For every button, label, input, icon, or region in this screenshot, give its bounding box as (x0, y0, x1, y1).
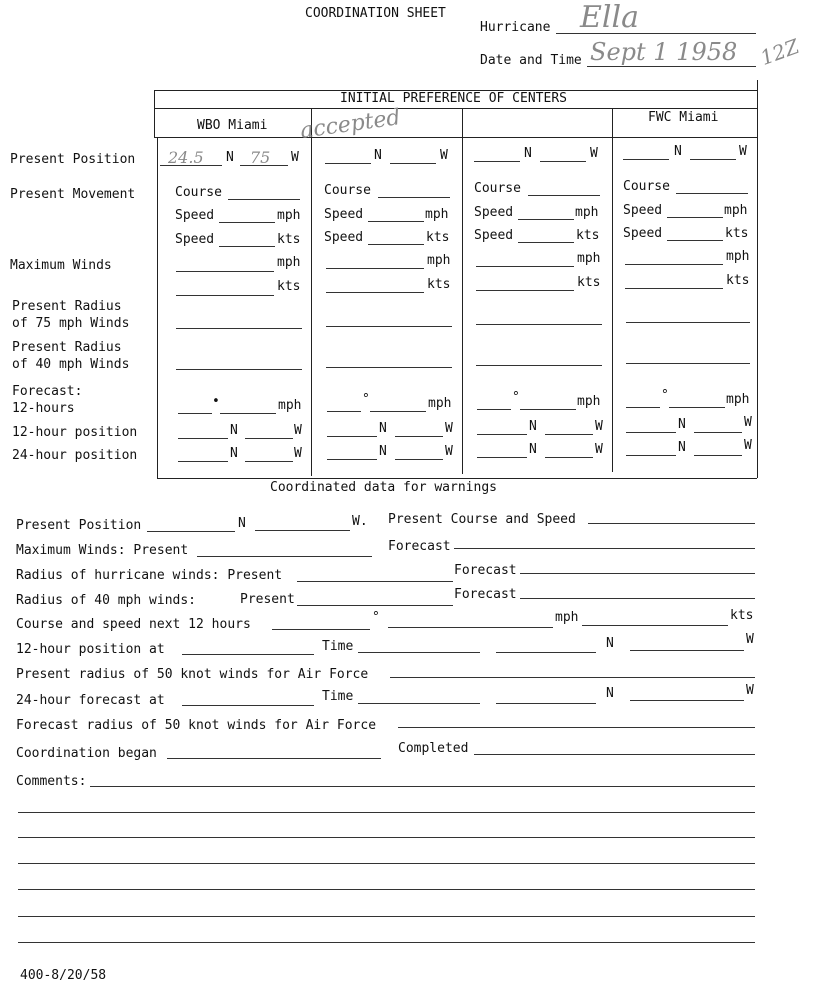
wbo-24h-w: W (294, 446, 302, 461)
fwc-n-label: N (674, 144, 682, 159)
cd-comments-field-6[interactable] (18, 916, 755, 917)
cd-course-speed-label: Present Course and Speed (388, 512, 576, 527)
wbo-speed-mph-field[interactable] (219, 222, 275, 223)
col2-maxwind-mph-label: mph (427, 253, 451, 268)
col3-24h-w: W (595, 442, 603, 457)
fwc-12h-lat-field[interactable] (626, 432, 676, 433)
cd-forecast24-lon-field[interactable] (630, 700, 744, 701)
cd-pos12-lon-field[interactable] (630, 650, 744, 651)
cd-pos12-w: W (746, 632, 754, 647)
wbo-12h-lon-field[interactable] (245, 438, 293, 439)
fwc-24h-n: N (678, 440, 686, 455)
col3-radius75-field[interactable] (476, 324, 602, 325)
col3-radius40-field[interactable] (476, 365, 602, 366)
cd-comments-field-3[interactable] (18, 837, 755, 838)
label-radius75-line1: Present Radius (12, 299, 122, 314)
col3-forecast-speed-field[interactable] (520, 409, 576, 410)
cd-comments-field-5[interactable] (18, 889, 755, 890)
col3-12h-lon-field[interactable] (545, 434, 593, 435)
col2-n-label: N (374, 148, 382, 163)
col3-forecast-dir-field[interactable] (477, 409, 511, 410)
col2-24h-lon-field[interactable] (395, 459, 443, 460)
wbo-24h-lat-field[interactable] (178, 461, 228, 462)
wbo-radius40-field[interactable] (176, 369, 302, 370)
fwc-maxwind-kts-field[interactable] (625, 288, 723, 289)
label-12hour-position: 12-hour position (12, 425, 138, 440)
wbo-latitude-field[interactable] (160, 165, 222, 166)
col2-24h-lat-field[interactable] (327, 459, 377, 460)
wbo-course-field[interactable] (228, 199, 300, 200)
wbo-radius75-field[interactable] (176, 328, 302, 329)
col3-mph-label: mph (575, 205, 599, 220)
datetime-line (587, 66, 756, 67)
wbo-n-label: N (226, 150, 234, 165)
label-radius75-line2: of 75 mph Winds (12, 316, 130, 331)
cd-completed-label: Completed (398, 741, 469, 756)
wbo-24h-n: N (230, 446, 238, 461)
cd-forecast-radius50-field[interactable] (398, 727, 755, 728)
fwc-speed2-label: Speed (623, 226, 663, 241)
wbo-mph-label: mph (277, 208, 301, 223)
table-title: INITIAL PREFERENCE OF CENTERS (340, 91, 567, 106)
col2-w-label: W (440, 148, 448, 163)
fwc-course-label: Course (623, 179, 670, 194)
col3-degree: ° (512, 390, 520, 405)
fwc-12h-w: W (744, 415, 752, 430)
fwc-w-label: W (739, 144, 747, 159)
cd-course-next-kts: kts (730, 608, 754, 623)
col3-24h-n: N (529, 442, 537, 457)
fwc-speed-label: Speed (623, 203, 663, 218)
col3-course-label: Course (474, 181, 521, 196)
cd-pos12-lat-field[interactable] (496, 652, 596, 653)
cd-radius40-label: Radius of 40 mph winds: (16, 593, 197, 608)
cd-comments-field-4[interactable] (18, 863, 755, 864)
wbo-maxwind-mph-label: mph (277, 255, 301, 270)
col2-radius40-field[interactable] (326, 367, 452, 368)
col3-24h-lat-field[interactable] (477, 457, 527, 458)
cd-completed-field[interactable] (474, 754, 755, 755)
fwc-degree: ° (661, 388, 669, 403)
col2-maxwind-kts-field[interactable] (326, 292, 424, 293)
col2-speed-mph-field[interactable] (368, 221, 424, 222)
fwc-24h-lat-field[interactable] (626, 455, 676, 456)
cd-coord-began-label: Coordination began (16, 746, 157, 761)
col2-speed-kts-field[interactable] (368, 244, 424, 245)
cd-pos12-time-field[interactable] (358, 652, 480, 653)
cd-radius40-forecast-field[interactable] (520, 598, 755, 599)
cd-pos12-time-label: Time (322, 639, 354, 654)
wbo-speed2-label: Speed (175, 232, 215, 247)
col2-24h-n: N (379, 444, 387, 459)
cd-course-next-mph: mph (555, 610, 579, 625)
col3-24h-lon-field[interactable] (545, 457, 593, 458)
fwc-12h-lon-field[interactable] (694, 432, 742, 433)
wbo-course-label: Course (175, 185, 222, 200)
hurricane-label: Hurricane (480, 20, 551, 35)
cd-course-next-dir-field[interactable] (272, 629, 370, 630)
form-number: 400-8/20/58 (20, 968, 107, 983)
col2-forecast-dir-field[interactable] (327, 411, 361, 412)
col3-12h-w: W (595, 419, 603, 434)
cd-forecast24-label: 24-hour forecast at (16, 693, 165, 708)
fwc-mph-label: mph (724, 203, 748, 218)
wbo-forecast-dir-field[interactable] (178, 413, 212, 414)
wbo-maxwind-kts-label: kts (277, 279, 301, 294)
col3-longitude-field[interactable] (540, 161, 586, 162)
col3-w-label: W (590, 146, 598, 161)
cd-comments-field-2[interactable] (18, 812, 755, 813)
cd-radius-hurricane-forecast-label: Forecast (454, 563, 517, 578)
cd-forecast24-time-label: Time (322, 689, 354, 704)
cd-course-next-label: Course and speed next 12 hours (16, 617, 251, 632)
col3-maxwind-kts-field[interactable] (476, 290, 574, 291)
col2-mph-label: mph (425, 207, 449, 222)
wbo-w-label: W (291, 150, 299, 165)
label-maximum-winds: Maximum Winds (10, 258, 112, 273)
cd-forecast-radius50-label: Forecast radius of 50 knot winds for Air Force (16, 718, 377, 733)
fwc-12h-n: N (678, 417, 686, 432)
cd-max-winds-label: Maximum Winds: Present (16, 543, 189, 558)
cd-radius40-present-label: Present (240, 592, 295, 607)
fwc-maxwind-kts-label: kts (726, 273, 750, 288)
col2-24h-w: W (445, 444, 453, 459)
cd-radius50-field[interactable] (390, 677, 755, 678)
col3-maxwind-kts-label: kts (577, 275, 601, 290)
cd-forecast24-n: N (606, 686, 614, 701)
wbo-speed-kts-field[interactable] (219, 246, 275, 247)
col2-radius75-field[interactable] (326, 326, 452, 327)
col3-forecast-mph-label: mph (577, 394, 601, 409)
col3-maxwind-mph-field[interactable] (476, 266, 574, 267)
col3-course-field[interactable] (528, 195, 600, 196)
col2-maxwind-kts-label: kts (427, 277, 451, 292)
cd-max-winds-forecast-field[interactable] (454, 548, 755, 549)
label-forecast: Forecast: (12, 384, 83, 399)
cd-coord-began-field[interactable] (167, 758, 381, 759)
cd-course-next-kts-field[interactable] (582, 625, 728, 626)
cd-n: N (238, 516, 246, 531)
col2-12h-lat-field[interactable] (327, 436, 377, 437)
wbo-kts-label: kts (277, 232, 301, 247)
col3-speed-kts-field[interactable] (518, 242, 574, 243)
fwc-forecast-mph-label: mph (726, 392, 750, 407)
col2-degree: ° (362, 392, 370, 407)
fwc-maxwind-mph-field[interactable] (625, 264, 723, 265)
cd-radius40-forecast-label: Forecast (454, 587, 517, 602)
cd-comments-label: Comments: (16, 774, 87, 789)
col3-n-label: N (524, 146, 532, 161)
handwritten-accepted: accepted (298, 105, 403, 144)
label-present-position: Present Position (10, 152, 136, 167)
wbo-maxwind-mph-field[interactable] (176, 271, 274, 272)
wbo-degree: • (212, 394, 220, 409)
cd-w: W. (352, 514, 368, 529)
wbo-maxwind-kts-field[interactable] (176, 295, 274, 296)
fwc-course-field[interactable] (676, 193, 748, 194)
wbo-24h-lon-field[interactable] (245, 461, 293, 462)
wbo-longitude-value: 75 (250, 148, 271, 167)
col2-kts-label: kts (426, 230, 450, 245)
cd-radius-hurricane-label: Radius of hurricane winds: Present (16, 568, 283, 583)
cd-pos12-at-field[interactable] (182, 654, 314, 655)
col3-speed-label: Speed (474, 205, 514, 220)
wbo-12h-lat-field[interactable] (178, 438, 228, 439)
coordinated-title: Coordinated data for warnings (270, 480, 497, 495)
cd-radius-hurricane-present-field[interactable] (297, 581, 453, 582)
wbo-12h-n: N (230, 423, 238, 438)
cd-lon-field[interactable] (255, 530, 350, 531)
label-24hour-position: 24-hour position (12, 448, 138, 463)
cd-comments-field-1[interactable] (90, 786, 755, 787)
wbo-forecast-speed-field[interactable] (220, 413, 276, 414)
cd-forecast24-w: W (746, 683, 754, 698)
fwc-speed-kts-field[interactable] (667, 240, 723, 241)
hurricane-value: Ella (580, 0, 639, 35)
fwc-24h-lon-field[interactable] (694, 455, 742, 456)
cd-forecast24-at-field[interactable] (182, 705, 314, 706)
col2-forecast-speed-field[interactable] (370, 411, 426, 412)
cd-radius-hurricane-forecast-field[interactable] (520, 573, 755, 574)
col2-12h-n: N (379, 421, 387, 436)
label-forecast-12h: 12-hours (12, 401, 75, 416)
col3-latitude-field[interactable] (474, 161, 520, 162)
label-present-movement: Present Movement (10, 187, 136, 202)
col3-speed-mph-field[interactable] (518, 219, 574, 220)
fwc-radius40-field[interactable] (626, 363, 750, 364)
col2-latitude-field[interactable] (325, 163, 371, 164)
margin-note: 12Z (757, 33, 803, 71)
cd-pos12-label: 12-hour position at (16, 642, 165, 657)
col2-course-field[interactable] (378, 197, 450, 198)
fwc-radius75-field[interactable] (626, 322, 750, 323)
column-header-fwc-miami: FWC Miami (648, 110, 719, 125)
fwc-forecast-dir-field[interactable] (626, 407, 660, 408)
label-radius40-line1: Present Radius (12, 340, 122, 355)
datetime-label: Date and Time (480, 53, 582, 68)
fwc-forecast-speed-field[interactable] (669, 407, 725, 408)
cd-radius50-label: Present radius of 50 knot winds for Air Force (16, 667, 369, 682)
fwc-longitude-field[interactable] (690, 159, 736, 160)
col2-12h-w: W (445, 421, 453, 436)
col2-course-label: Course (324, 183, 371, 198)
col2-speed2-label: Speed (324, 230, 364, 245)
cd-pos12-n: N (606, 636, 614, 651)
cd-course-next-speed-field[interactable] (388, 627, 553, 628)
datetime-value: Sept 1 1958 (590, 38, 738, 66)
cd-course-next-degree: ° (372, 610, 380, 625)
col2-12h-lon-field[interactable] (395, 436, 443, 437)
cd-forecast24-lat-field[interactable] (496, 703, 596, 704)
fwc-24h-w: W (744, 438, 752, 453)
column-header-wbo-miami: WBO Miami (197, 118, 268, 133)
cd-radius40-present-field[interactable] (297, 605, 453, 606)
cd-max-winds-present-field[interactable] (197, 556, 372, 557)
wbo-longitude-field[interactable] (240, 165, 288, 166)
col3-kts-label: kts (576, 228, 600, 243)
fwc-speed-mph-field[interactable] (667, 217, 723, 218)
sheet-title: COORDINATION SHEET (305, 6, 446, 21)
col2-speed-label: Speed (324, 207, 364, 222)
col2-longitude-field[interactable] (390, 163, 436, 164)
col3-12h-lat-field[interactable] (477, 434, 527, 435)
cd-course-speed-field[interactable] (588, 523, 755, 524)
cd-present-position-label: Present Position (16, 518, 142, 533)
wbo-12h-w: W (294, 423, 302, 438)
col3-speed2-label: Speed (474, 228, 514, 243)
fwc-kts-label: kts (725, 226, 749, 241)
label-radius40-line2: of 40 mph Winds (12, 357, 130, 372)
cd-comments-field-7[interactable] (18, 942, 755, 943)
col2-forecast-mph-label: mph (428, 396, 452, 411)
fwc-maxwind-mph-label: mph (726, 249, 750, 264)
wbo-latitude-value: 24.5 (168, 148, 204, 167)
fwc-latitude-field[interactable] (623, 159, 669, 160)
col3-12h-n: N (529, 419, 537, 434)
wbo-speed-label: Speed (175, 208, 215, 223)
cd-max-winds-forecast-label: Forecast (388, 539, 451, 554)
wbo-forecast-mph-label: mph (278, 398, 302, 413)
cd-forecast24-time-field[interactable] (358, 703, 480, 704)
col2-maxwind-mph-field[interactable] (326, 268, 424, 269)
col3-maxwind-mph-label: mph (577, 251, 601, 266)
cd-lat-field[interactable] (147, 531, 235, 532)
